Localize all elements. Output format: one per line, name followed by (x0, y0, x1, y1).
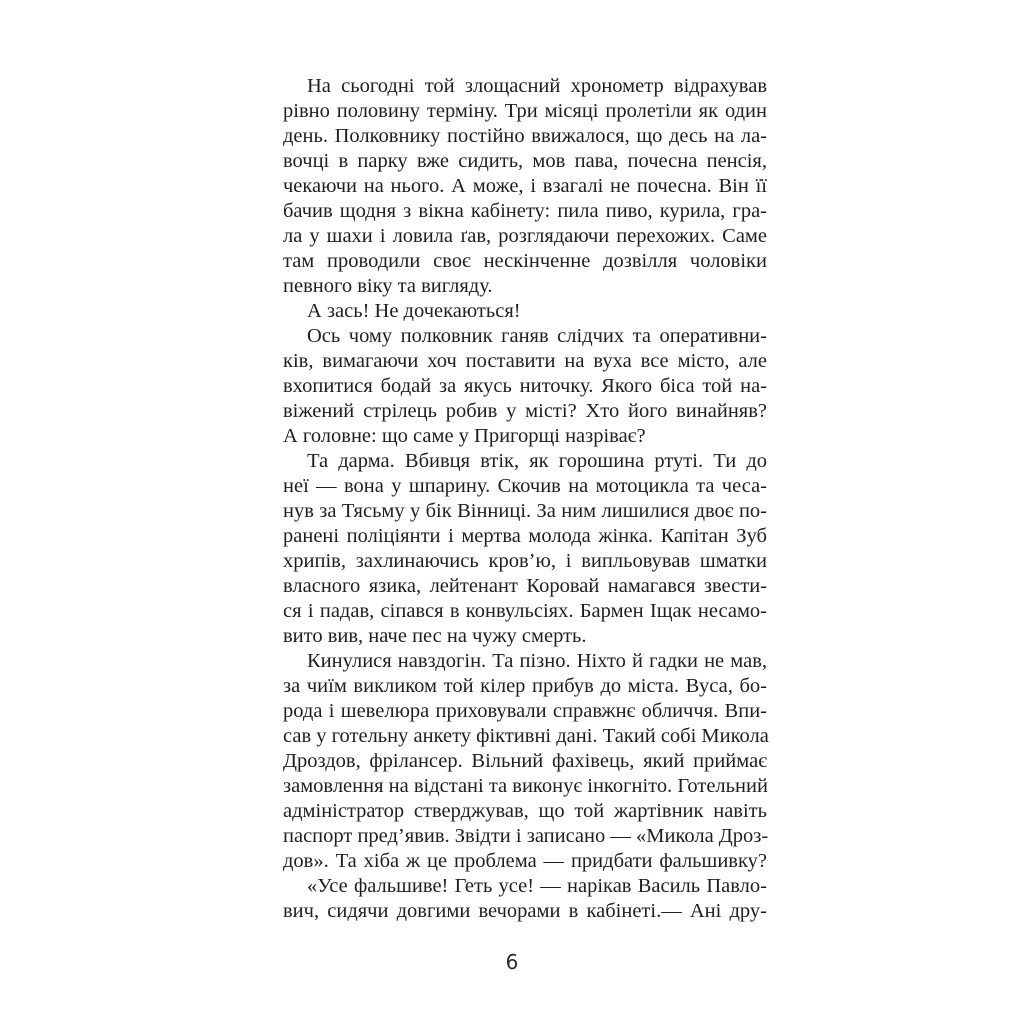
text-line: неї — вона у шпарину. Скочив на мотоцикла та чеса- (283, 475, 767, 497)
text-line: Дроздов, фрілансер. Вільний фахівець, який приймає (283, 750, 767, 772)
text-line: віжений стрілець робив у місті? Хто його винайняв? (283, 400, 767, 422)
text-line: рода і шевелюра приховували справжнє обличчя. Впи- (283, 700, 767, 722)
text-line: На сьогодні той злощасний хронометр відрахував (307, 75, 767, 97)
text-line: за чиїм викликом той кілер прибув до міста. Вуса, бо- (283, 675, 767, 697)
text-line: чекаючи на нього. А може, і взагалі не почесна. Він її (283, 175, 767, 197)
text-line: Та дарма. Вбивця втік, як горошина ртуті. Ти до (307, 450, 767, 472)
text-line: паспорт пред’явив. Звідти і записано — «Микола Дроз- (283, 825, 769, 847)
page-number: 6 (505, 950, 519, 974)
text-line: дов». Та хіба ж це проблема — придбати фальшивку? (283, 850, 767, 872)
text-line: власного язика, лейтенант Коровай намагався звести- (283, 575, 767, 597)
text-line: Ось чому полковник ганяв слідчих та оперативни- (307, 325, 767, 347)
text-line: Кинулися навздогін. Та пізно. Ніхто й гадки не мав, (307, 650, 767, 672)
text-line: ся і падав, сіпався в конвульсіях. Бармен Іщак несамо- (283, 600, 767, 622)
text-line: ранені поліціянти і мертва молода жінка. Капітан Зуб (283, 525, 767, 547)
text-line: вич, сидячи довгими вечорами в кабінеті.— Ані дру- (283, 900, 767, 922)
text-line: нув за Тясьму у бік Вінниці. За ним лишилися двоє по- (283, 500, 767, 522)
text-line: вочці в парку вже сидить, мов пава, почесна пенсія, (283, 150, 767, 172)
text-line: ків, вимагаючи хоч поставити на вуха все місто, але (283, 350, 767, 372)
text-line: сав у готельну анкету фіктивні дані. Такий собі Микола (283, 725, 769, 747)
text-line: певного віку та вигляду. (283, 275, 493, 297)
text-line: там проводили своє нескінченне дозвілля чоловіки (283, 250, 767, 272)
text-line: ла у шахи і ловила ґав, розглядаючи перехожих. Саме (283, 225, 767, 247)
text-line: А головне: що саме у Пригорщі назріває? (283, 425, 646, 447)
text-line: замовлення на відстані та виконує інкогніто. Готельний (283, 775, 768, 797)
text-line: «Усе фальшиве! Геть усе! — нарікав Василь Павло- (307, 875, 767, 897)
text-line: вхопитися бодай за якусь ниточку. Якого біса той на- (283, 375, 767, 397)
text-line: вито вив, наче пес на чужу смерть. (283, 625, 587, 647)
text-line: хрипів, захлинаючись кров’ю, і випльовував шматки (283, 550, 767, 572)
text-line: рівно половину терміну. Три місяці пролетіли як один (283, 100, 767, 122)
text-line: адміністратор стверджував, що той жартівник навіть (283, 800, 767, 822)
body-text (283, 74, 767, 924)
text-line: день. Полковнику постійно ввижалося, що десь на ла- (283, 125, 767, 147)
text-line: А зась! Не дочекаються! (307, 300, 521, 322)
text-line: бачив щодня з вікна кабінету: пила пиво, курила, гра- (283, 200, 767, 222)
